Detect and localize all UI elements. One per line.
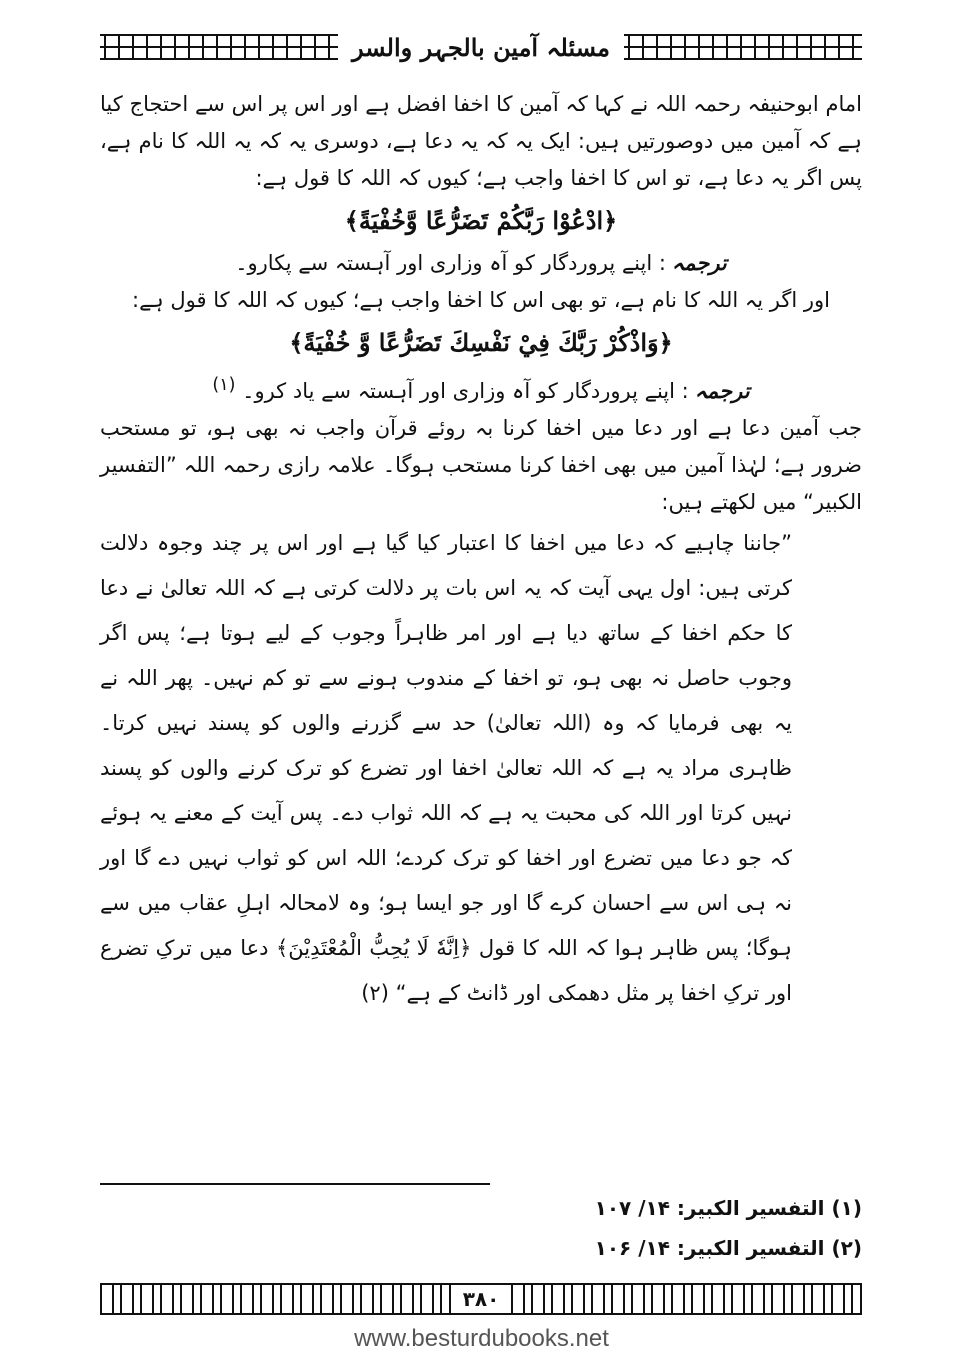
quran-verse-1: ﴿ادْعُوْا رَبَّكُمْ تَضَرُّعًا وَّخُفْيَةً﴾ xyxy=(344,206,618,235)
footnote-marker-1: (۱) xyxy=(212,375,236,395)
translation-1 xyxy=(100,245,862,282)
translation-text-1: : اپنے پروردگار کو آہ وزاری اور آہستہ سے پکارو۔ xyxy=(235,251,666,275)
translation-label: ترجمہ xyxy=(671,251,727,275)
footer-ornament-left xyxy=(100,1283,451,1315)
page-header xyxy=(100,28,862,66)
footnote-divider xyxy=(100,1183,490,1185)
page-number: ۳۸۰ xyxy=(451,1283,511,1315)
header-ornament-left xyxy=(100,34,338,60)
page-footer xyxy=(100,1283,862,1315)
paragraph-3: جب آمین دعا ہے اور دعا میں اخفا کرنا بہ روئے قرآن واجب نہ بھی ہو، تو مستحب ضرور ہے؛ لہٰذا آمین میں بھی اخفا کرنا مستحب ہوگا۔ علامہ رازی رحمہ اللہ ”التفسیر الکبیر“ میں لکھتے ہیں: xyxy=(100,416,862,514)
footnote-2: (۲) التفسیر الکبیر: ۱۴/ ۱۰۶ xyxy=(594,1236,862,1260)
quote-text: ”جاننا چاہیے کہ دعا میں اخفا کا اعتبار کیا گیا ہے اور اس پر چند وجوہ دلالت کرتی ہیں: اول یہی آیت کہ یہ اس بات پر دلالت کرتی ہے کہ اللہ تعالیٰ نے دعا کا حکم اخفا کے ساتھ دیا ہے اور امر ظاہراً وجوب کے لیے ہوتا ہے؛ پس اگر وجوب حاصل نہ بھی ہو، تو اخفا کے مندوب ہونے سے تو کم نہیں۔ پھر اللہ نے یہ بھی فرمایا کہ وہ (اللہ تعالیٰ) حد سے گزرنے والوں کو پسند نہیں کرتا۔ ظاہری مراد یہ ہے کہ اللہ تعالیٰ اخفا اور تضرع کو ترک کرنے والوں کو پسند نہیں کرتا اور اللہ کی محبت یہ ہے کہ اللہ ثواب دے۔ پس آیت کے معنے یہ ہوئے کہ جو دعا میں تضرع اور اخفا کو ترک کردے؛ اللہ اس کو ثواب نہیں دے گا اور نہ ہی اس سے احسان کرے گا اور جو ایسا ہو؛ وہ لامحالہ اہلِ عقاب میں سے ہوگا؛ پس ظاہر ہوا کہ اللہ کا قول ﴿اِنَّهٗ لَا يُحِبُّ الْمُعْتَدِيْنَ﴾ دعا میں ترکِ تضرع اور ترکِ اخفا پر مثل دھمکی اور ڈانٹ کے ہے“ xyxy=(100,531,792,1005)
paragraph-2: اور اگر یہ اللہ کا نام ہے، تو بھی اس کا اخفا واجب ہے؛ کیوں کہ اللہ کا قول ہے: xyxy=(132,288,830,312)
main-text xyxy=(100,86,862,1016)
translation-text-2: : اپنے پروردگار کو آہ وزاری اور آہستہ سے یاد کرو۔ xyxy=(242,379,689,403)
translation-label-2: ترجمہ xyxy=(694,379,750,403)
footer-ornament-right xyxy=(511,1283,862,1315)
footnote-1: (۱) التفسیر الکبیر: ۱۴/ ۱۰۷ xyxy=(594,1196,862,1220)
footnote-marker-2: (۲) xyxy=(361,981,389,1005)
quran-verse-2: ﴿وَاذْكُرْ رَبَّكَ فِيْ نَفْسِكَ تَضَرُّعًا وَّ خُفْيَةً﴾ xyxy=(289,328,673,357)
website-watermark: www.besturdubooks.net xyxy=(354,1325,609,1352)
block-quote xyxy=(100,521,862,1016)
running-title: مسئلہ آمین بالجہر والسر xyxy=(352,32,610,62)
header-ornament-right xyxy=(624,34,862,60)
paragraph-1: امام ابوحنیفہ رحمہ اللہ نے کہا کہ آمین کا اخفا افضل ہے اور اس پر اس سے احتجاج کیا ہے کہ آمین میں دوصورتیں ہیں: ایک یہ کہ یہ دعا ہے، دوسری یہ کہ یہ اللہ کا نام ہے، پس اگر یہ دعا ہے، تو اس کا اخفا واجب ہے؛ کیوں کہ اللہ کا قول ہے: xyxy=(100,92,862,190)
translation-2 xyxy=(100,367,862,410)
